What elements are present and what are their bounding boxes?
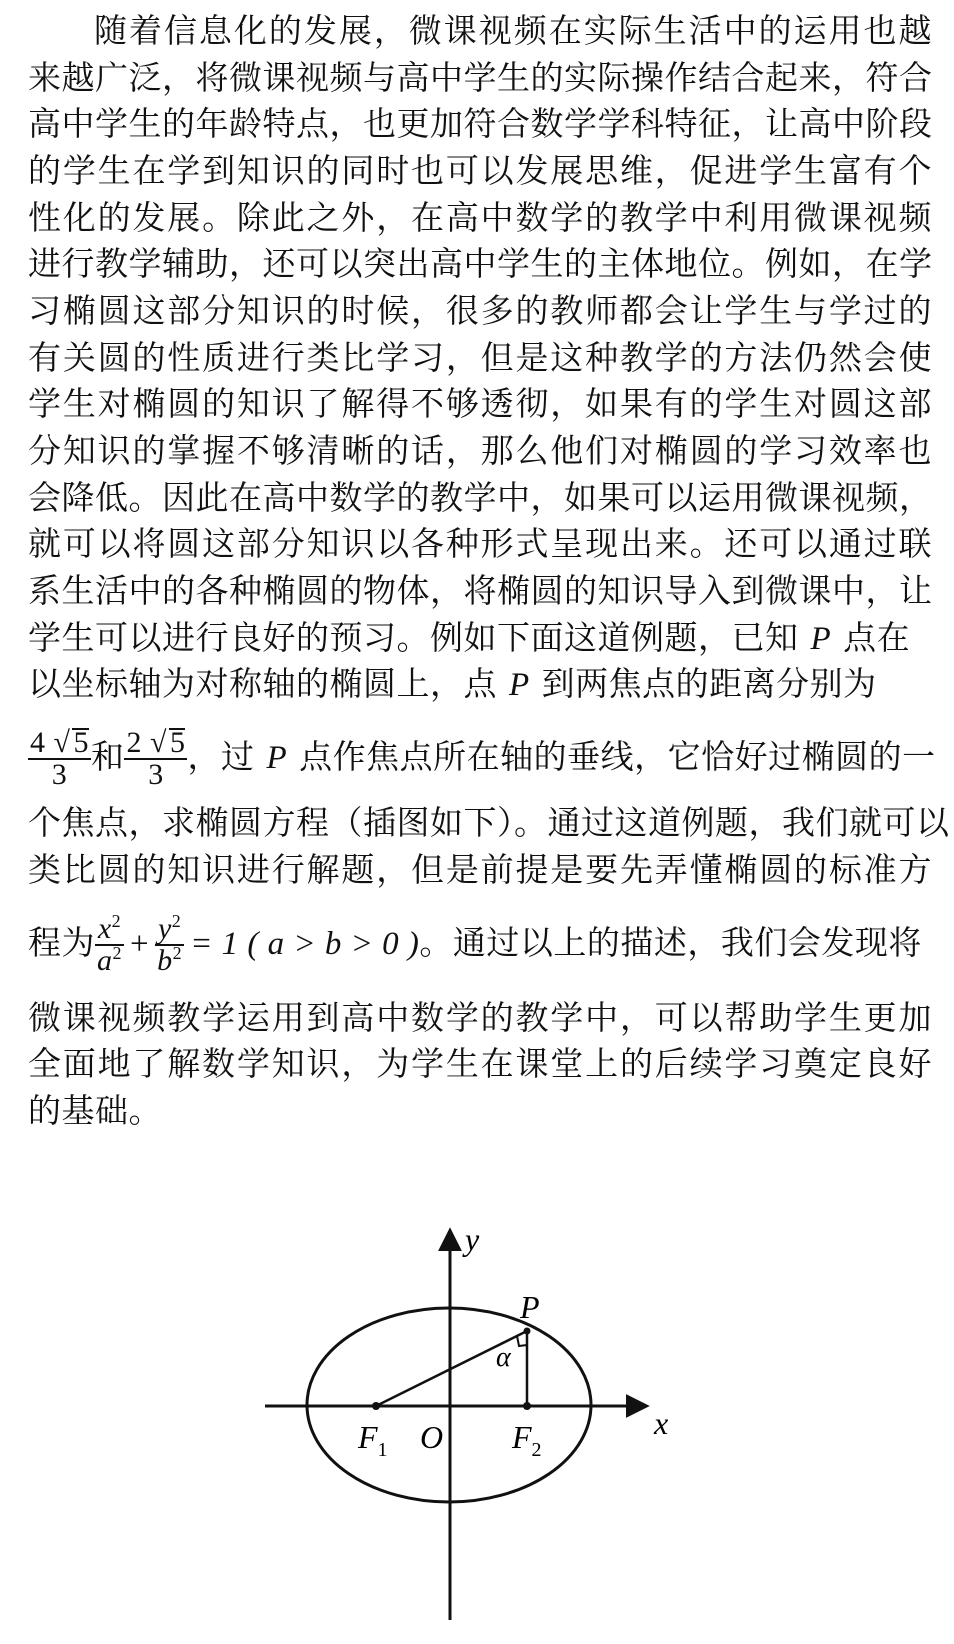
fraction-2-root5-over-3: $\frac{2 √ 5}{3}$ xyxy=(126,726,186,791)
line14-tail: 点在 xyxy=(843,618,911,657)
point-p-label-3: P xyxy=(266,740,288,776)
focus-f1-point xyxy=(372,1402,380,1410)
text-line-4: 的学生在学到知识的同时也可以发展思维，促进学生富有个 xyxy=(28,151,932,190)
text-line-20: 微课视频教学运用到高中数学的教学中，可以帮助学生更加 xyxy=(28,998,932,1037)
line15-text: 以坐标轴为对称轴的椭圆上，点 xyxy=(28,664,497,703)
text-line-22: 的基础。 xyxy=(28,1091,162,1130)
line16-rest: ，过 xyxy=(187,737,255,776)
x-axis-label: x xyxy=(654,1405,669,1441)
f2-label: $F_2$ xyxy=(512,1419,542,1461)
line15-tail: 到两焦点的距离分别为 xyxy=(541,664,877,703)
text-line-3: 高中学生的年龄特点，也更加符合数学学科特征，让高中阶段 xyxy=(28,104,933,143)
plus-sign: + xyxy=(130,926,150,962)
point-p xyxy=(524,1328,531,1335)
fraction-y2-over-b2: $\frac{y^2}{b^2}$ xyxy=(157,911,183,977)
sqrt-sign-2: √ xyxy=(141,726,167,759)
text-line-10: 分知识的掌握不够清晰的话，那么他们对椭圆的学习效率也 xyxy=(28,431,932,470)
eq-tail: 。通过以上的描述，我们会发现将 xyxy=(419,923,922,962)
point-p-label-2: P xyxy=(509,667,530,703)
right-angle-mark xyxy=(517,1336,527,1346)
text-line-21: 全面地了解数学知识，为学生在课堂上的后续学习奠定良好 xyxy=(28,1044,932,1083)
text-line-5: 性化的发展。除此之外，在高中数学的教学中利用微课视频 xyxy=(28,198,932,237)
text-line-2: 来越广泛，将微课视频与高中学生的实际操作结合起来，符合 xyxy=(28,58,933,97)
fraction-x2-over-a2: $\frac{x^2}{a^2}$ xyxy=(97,911,122,977)
text-line-6: 进行教学辅助，还可以突出高中学生的主体地位。例如，在学 xyxy=(28,244,933,283)
text-line-9: 学生对椭圆的知识了解得不够透彻，如果有的学生对圆这部 xyxy=(28,384,932,423)
text-line-7: 习椭圆这部分知识的时候，很多的教师都会让学生与学过的 xyxy=(28,291,932,330)
origin-label: O xyxy=(420,1419,444,1455)
text-line-8: 有关圆的性质进行类比学习，但是这种教学的方法仍然会使 xyxy=(28,338,932,377)
f1-label: $F_1$ xyxy=(358,1419,388,1461)
conjunction: 和 xyxy=(90,737,125,776)
text-line-13: 系生活中的各种椭圆的物体，将椭圆的知识导入到微课中，让 xyxy=(28,571,933,610)
text-line-18: 类比圆的知识进行解题，但是前提是要先弄懂椭圆的标准方 xyxy=(28,850,932,889)
line16-tail: 点作焦点所在轴的垂线，它恰好过椭圆的一 xyxy=(299,737,936,776)
line14-text: 学生可以进行良好的预习。例如下面这道例题，已知 xyxy=(28,618,799,657)
text-line-1: 随着信息化的发展，微课视频在实际生活中的运用也越 xyxy=(94,11,932,50)
p-label: P xyxy=(520,1289,540,1325)
eq-rhs: = 1 ( a > b > 0 ) xyxy=(190,926,420,962)
sqrt-sign: √ xyxy=(45,726,71,759)
text-line-17: 个焦点，求椭圆方程（插图如下）。通过这道例题，我们就可以 xyxy=(28,803,950,842)
point-p-label: P xyxy=(810,621,832,657)
y-axis-label: y xyxy=(465,1221,480,1257)
focus-f2-point xyxy=(523,1402,531,1410)
text-line-12: 就可以将圆这部分知识以各种形式呈现出来。还可以通过联 xyxy=(28,524,932,563)
text-line-11: 会降低。因此在高中数学的教学中，如果可以运用微课视频， xyxy=(28,478,933,517)
alpha-label: α xyxy=(496,1342,511,1373)
eq-prefix: 程为 xyxy=(28,923,95,962)
fraction-4-root5-over-3: $\frac{4 √ 5}{3}$ xyxy=(30,726,89,791)
